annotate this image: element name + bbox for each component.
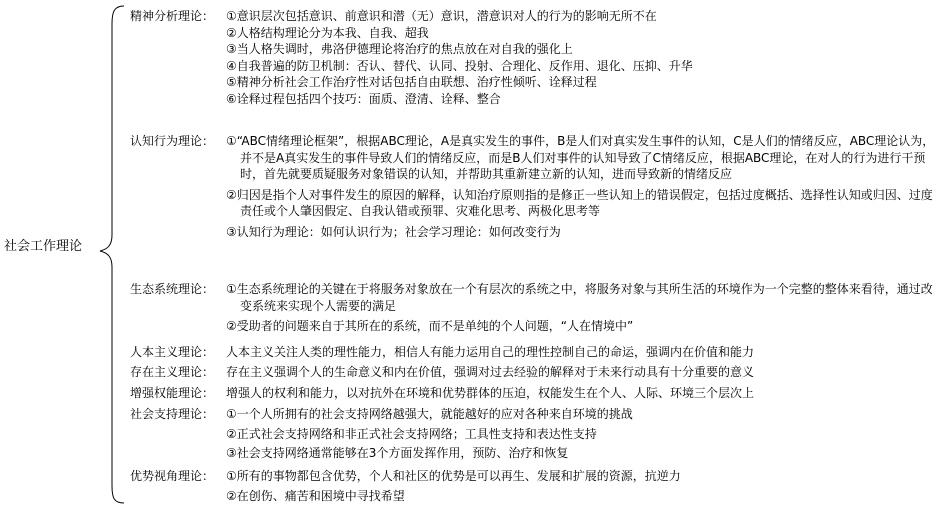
branch-item: 增强人的权利和能力，以对抗外在环境和优势群体的压迫，权能发生在个人、人际、环境三个层次上: [226, 386, 755, 400]
branch-item: ②在创伤、痛苦和困境中寻找希望: [226, 488, 405, 503]
branch-item: 人本主义关注人类的理性能力，相信人有能力运用自己的理性控制自己的命运，强调内在价值和能力: [226, 345, 755, 359]
branch-title: 存在主义理论：: [130, 365, 215, 379]
branch-item: ①生态系统理论的关键在于将服务对象放在一个有层次的系统之中，将服务对象与其所生活的环境作为一个完整的整体来看待，通过改变系统来实现个人需要的满足: [226, 282, 933, 313]
branch-title: 生态系统理论：: [130, 282, 215, 296]
branch-item: ③认知行为理论：如何认识行为；社会学习理论：如何改变行为: [226, 224, 561, 239]
branch-item: ③社会支持网络通常能够在3个方面发挥作用，预防、治疗和恢复: [226, 446, 569, 460]
branch-item: ④自我普遍的防卫机制：否认、替代、认同、投射、合理化、反作用、退化、压抑、升华: [226, 58, 693, 73]
branch-item: ①一个人所拥有的社会支持网络越强大，就能越好的应对各种来自环境的挑战: [226, 407, 633, 421]
branch-item: ①意识层次包括意识、前意识和潜（无）意识，潜意识对人的行为的影响无所不在: [226, 9, 657, 23]
branch-items: [226, 8, 936, 107]
branch-items: [226, 133, 936, 240]
branch-item: ①“ABC情绪理论框架”，根据ABC理论，A是真实发生的事件，B是人们对真实发生事件的认知，C是人们的情绪反应，ABC理论认为，并不是A真实发生的事件导致人们的情绪反应，而是B人们对事件的认知导致了C情绪反应，根据ABC理论，在对人的行为进行干预时，首先就要质疑服务对象错误的认知，并帮助其重新建立新的认知，进而导致新的情绪反应: [226, 134, 935, 181]
branch-item: ③当人格失调时，弗洛伊德理论将治疗的焦点放在对自我的强化上: [226, 42, 573, 56]
branch-items: [226, 364, 936, 381]
branch-item: ⑥诠释过程包括四个技巧：面质、澄清、诠释、整合: [226, 91, 501, 106]
branch-item: ②受助者的问题来自于其所在的系统，而不是单纯的个人问题，“人在情境中”: [226, 319, 634, 333]
branch-title: 增强权能理论：: [130, 386, 215, 400]
branch-item: ②正式社会支持网络和非正式社会支持网络；工具性支持和表达性支持: [226, 426, 597, 441]
branch-title: 社会支持理论：: [130, 407, 215, 421]
branch-title: 精神分析理论：: [130, 9, 215, 23]
branch-item: ⑤精神分析社会工作治疗性对话包括自由联想、治疗性倾听、诠释过程: [226, 75, 597, 89]
branch-items: [226, 281, 936, 335]
branch-title: 人本主义理论：: [130, 345, 215, 359]
branch-title: 认知行为理论：: [130, 134, 215, 148]
branch-title: 优势视角理论：: [130, 469, 215, 483]
branch-items: [226, 468, 936, 504]
branch-items: [226, 344, 936, 361]
branch-items: [226, 406, 936, 462]
branch-items: [226, 385, 936, 402]
main-brace-path: [100, 6, 124, 503]
branch-item: ①所有的事物都包含优势，个人和社区的优势是可以再生、发展和扩展的资源，抗逆力: [226, 469, 681, 483]
root-node: 社会工作理论: [4, 239, 83, 254]
branch-item: 存在主义强调个人的生命意义和内在价值，强调对过去经验的解释对于未来行动具有十分重要的意义: [226, 365, 755, 379]
branch-item: ②人格结构理论分为本我、自我、超我: [226, 25, 429, 40]
branch-item: ②归因是指个人对事件发生的原因的解释，认知治疗原则指的是修正一些认知上的错误假定，包括过度概括、选择性认知或归因、过度责任或个人肇因假定、自我认错或预罪、灾难化思考、两极化思考等: [226, 187, 933, 218]
